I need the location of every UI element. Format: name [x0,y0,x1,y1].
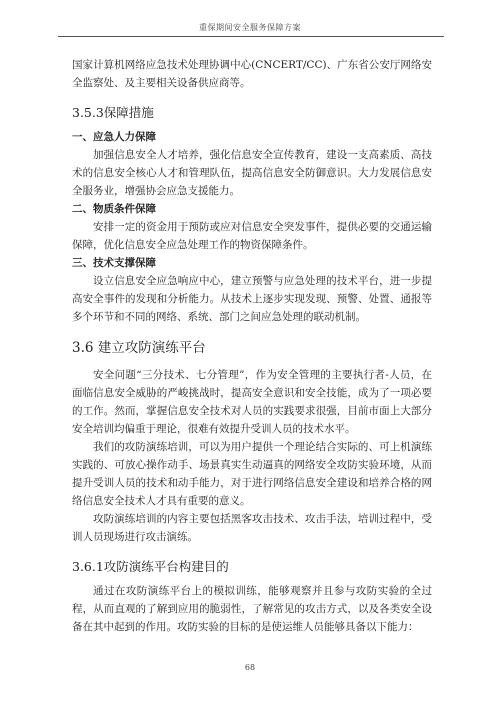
section-3-6-1-heading: 3.6.1攻防演练平台构建目的 [72,559,229,574]
document-body [72,56,432,636]
section-3-6-1-paragraph: 通过在攻防演练平台上的模拟训练，能够观察并且参与攻防实验的全过程，从而直观的了解到应用的脆弱性，了解常见的攻击方式，以及各类安全设备在其中起到的作用。攻防实验的目标的是使运维人员能够具备以下能力： [72,585,432,633]
section-3-6-heading: 3.6 建立攻防演练平台 [72,340,206,356]
section-3-6-paragraph-1: 安全问题“三分技术、七分管理”，作为安全管理的主要执行者-人员，在面临信息安全威胁的严峻挑战时，提高安全意识和安全技能，成为了一项必要的工作。然而，掌握信息安全技术对人员的实践要求很强，目前市面上大部分安全培训均偏重于理论，很难有效提升受训人员的技术水平。 [72,369,432,435]
page-header-title: 重保期间安全服务保障方案 [199,23,301,32]
section-3-6-paragraph-2: 我们的攻防演练培训，可以为用户提供一个理论结合实际的、可上机演练实践的、可放心操作动手、场景真实生动逼真的网络安全攻防实验环境，从而提升受训人员的技术和动手能力，对于进行网络信息安全建设和培养合格的网络信息安全技术人才具有重要的意义。 [72,441,432,507]
subsection-material-heading: 二、物质条件保障 [72,203,156,215]
subsection-technical-paragraph: 设立信息安全应急响应中心，建立预警与应急处理的技术平台，进一步提高安全事件的发现和分析能力。从技术上逐步实现发现、预警、处置、通报等多个环节和不同的网络、系统、部门之间应急处理的联动机制。 [72,275,432,323]
subsection-manpower-paragraph: 加强信息安全人才培养，强化信息安全宣传教育，建设一支高素质、高技术的信息安全核心人才和管理队伍，提高信息安全防御意识。大力发展信息安全服务业，增强协会应急支援能力。 [72,149,432,197]
subsection-material-paragraph: 安排一定的资金用于预防或应对信息安全突发事件，提供必要的交通运输保障，优化信息安全应急处理工作的物资保障条件。 [72,221,432,251]
page-number: 68 [244,663,256,672]
section-3-6-paragraph-3: 攻防演练培训的内容主要包括黑客攻击技术、攻击手法，培训过程中，受训人员现场进行攻击演练。 [72,513,432,543]
subsection-technical-heading: 三、技术支撑保障 [72,257,156,269]
section-3-5-3-heading: 3.5.3保障措施 [72,105,154,120]
intro-continued-paragraph: 国家计算机网络应急技术处理协调中心(CNCERT/CC)、广东省公安厅网络安全监察处、及主要相关设备供应商等。 [72,59,432,89]
header-divider [58,36,444,37]
subsection-manpower-heading: 一、应急人力保障 [72,131,156,143]
